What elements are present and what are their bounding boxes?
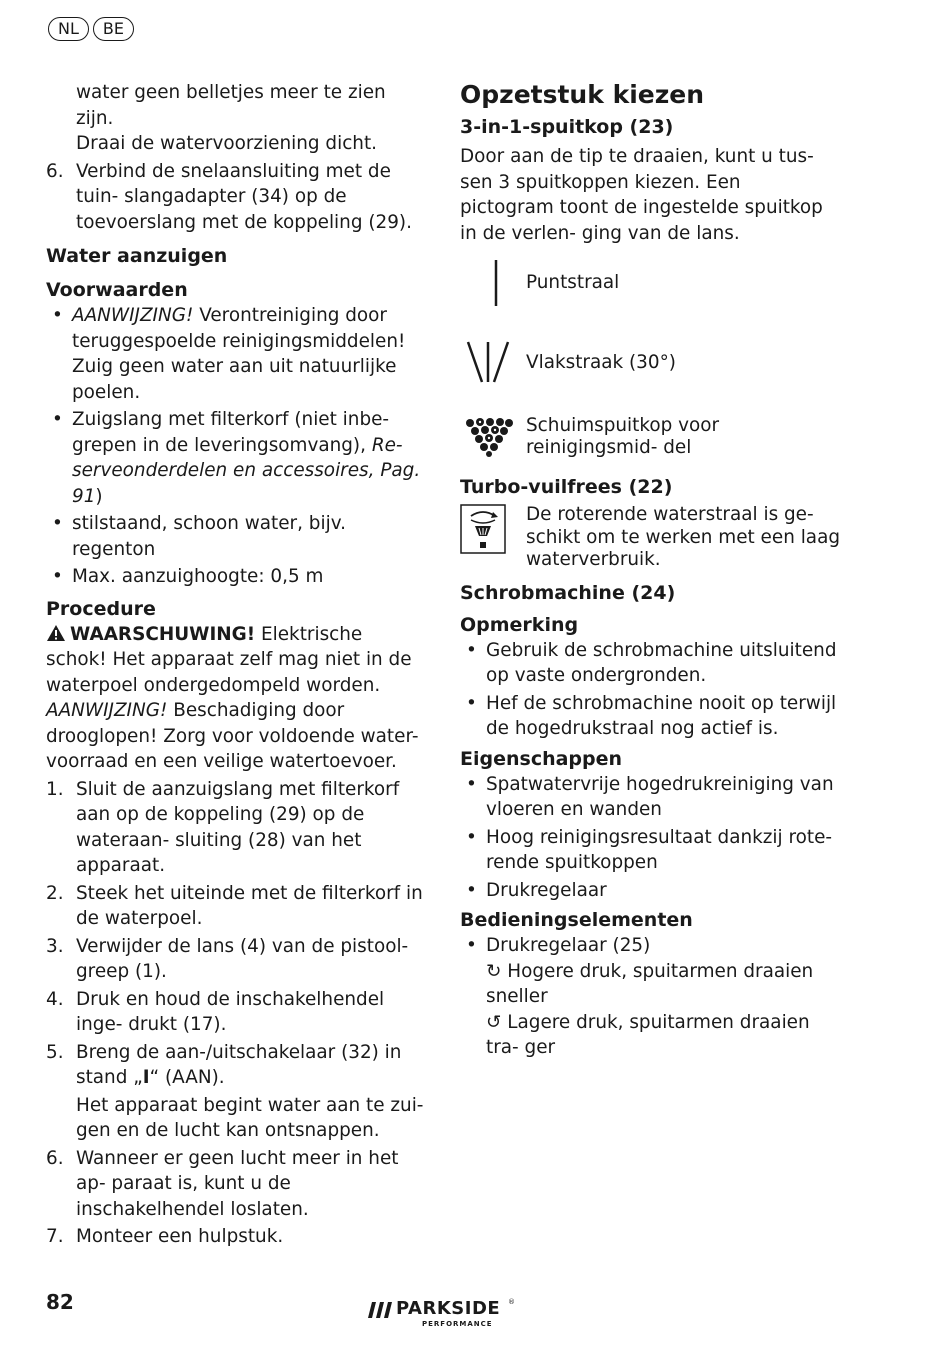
bullet: • <box>52 305 63 326</box>
item-text: Max. aanzuighoogte: 0,5 m <box>72 566 324 587</box>
heading-opmerking: Opmerking <box>460 613 579 636</box>
nozzle-row-flat <box>460 326 840 400</box>
warning-label: WAARSCHUWING! <box>70 623 256 645</box>
step-number: 1. <box>46 778 64 800</box>
opmerking-list <box>460 638 840 742</box>
step-number: 4. <box>46 988 64 1010</box>
list-item-step-4 <box>46 987 424 1038</box>
note-paragraph <box>46 698 424 775</box>
bullet: • <box>466 692 477 714</box>
procedure-steps <box>46 777 424 1250</box>
step-text: Druk en houd de inschakelhendel inge- drukt (17). <box>76 988 385 1035</box>
list-item <box>46 511 424 562</box>
list-item <box>46 564 424 590</box>
list-item-step-5 <box>46 1040 424 1144</box>
counterclockwise-text: Lagere druk, spuitarmen draaien tra- ger <box>486 1011 810 1058</box>
cross-reference: Re- serveonderdelen en accessoires, Pag. 91 <box>72 434 421 507</box>
step-text-end: “ (AAN). <box>149 1067 225 1088</box>
list-item-step-7 <box>46 1224 424 1250</box>
heading-voorwaarden: Voorwaarden <box>46 279 188 301</box>
step-text: Monteer een hulpstuk. <box>76 1226 284 1247</box>
list-item <box>46 407 424 509</box>
list-item <box>460 825 840 876</box>
bullet: • <box>52 409 63 430</box>
item-text: Hoog reinigingsresultaat dankzij rote- rende spuitkoppen <box>486 826 833 873</box>
brand-name: PARKSIDE <box>396 1298 501 1319</box>
eigenschappen-list <box>460 772 840 904</box>
list-item <box>460 638 840 689</box>
nozzle-label: Schuimspuitkop voor reinigingsmid- del <box>526 415 720 458</box>
bullet: • <box>52 513 63 534</box>
page-number: 82 <box>46 1290 74 1314</box>
note-text: Verontreiniging door teruggespoelde reinigingsmiddelen! Zuig geen water aan uit natuurlijke poelen. <box>72 305 406 403</box>
step-number: 7. <box>46 1226 64 1247</box>
bullet: • <box>466 935 477 956</box>
step-number: 6. <box>46 1147 64 1169</box>
item-text: stilstaand, schoon water, bijv. regenton <box>72 513 346 560</box>
heading-procedure: Procedure <box>46 597 156 620</box>
nozzle-row-point <box>460 252 840 314</box>
paragraph-3in1: Door aan de tip te draaien, kunt u tus- sen 3 spuitkoppen kiezen. Een pictogram toont de ingestelde spuitkop in de verlen- ging van de lans. <box>460 146 823 244</box>
flat-jet-icon <box>460 338 518 388</box>
list-item-step-6 <box>46 159 424 236</box>
warning-text: Elektrische schok! Het apparaat zelf mag niet in de waterpoel ondergedompeld worden. <box>46 623 412 696</box>
step-text: Steek het uiteinde met de filterkorf in de waterpoel. <box>76 882 423 929</box>
list-item-step-3 <box>46 934 424 985</box>
bullet: • <box>466 773 477 795</box>
item-text: Spatwatervrije hogedrukreiniging van vloeren en wanden <box>486 773 834 820</box>
clockwise-icon: ↻ <box>486 960 502 982</box>
clockwise-text: Hogere druk, spuitarmen draaien sneller <box>486 960 814 1007</box>
parkside-logo <box>368 1298 518 1334</box>
nozzle-row-foam <box>460 408 840 466</box>
right-column <box>460 80 840 1063</box>
nozzle-label: Vlakstraak (30°) <box>526 352 676 373</box>
list-item <box>460 691 840 742</box>
counterclockwise-line <box>486 1010 840 1061</box>
item-text: Drukregelaar <box>486 879 607 901</box>
note-label: AANWIJZING! <box>72 305 194 326</box>
bullet: • <box>52 566 63 587</box>
step-note: Het apparaat begint water aan te zui- gen en de lucht kan ontsnappen. <box>76 1094 424 1141</box>
list-item <box>460 878 840 904</box>
cont-line-2: Draai de watervoorziening dicht. <box>76 133 378 154</box>
step-number: 3. <box>46 935 64 957</box>
step-number: 2. <box>46 882 64 904</box>
list-item-step-6b <box>46 1146 424 1223</box>
item-text: Hef de schrobmachine nooit op terwijl de hogedrukstraal nog actief is. <box>486 692 837 739</box>
cont-line-1: water geen belletjes meer te zien zijn. <box>76 82 386 129</box>
heading-eigenschappen: Eigenschappen <box>460 747 623 770</box>
turbo-text: De roterende waterstraal is ge- schikt om te werken met een laag waterverbruik. <box>526 504 841 570</box>
continued-text <box>46 80 424 157</box>
note-text: Beschadiging door drooglopen! Zorg voor voldoende water- voorraad en een veilige watertoevoer. <box>46 700 419 772</box>
bullet: • <box>466 826 477 848</box>
list-item <box>460 772 840 823</box>
step-text: Breng de aan-/uitschakelaar (32) in stand „ <box>76 1041 402 1088</box>
foam-nozzle-icon <box>460 417 518 457</box>
step-number: 5. <box>46 1041 64 1063</box>
step-text: Verwijder de lans (4) van de pistool- greep (1). <box>76 935 409 982</box>
bedieningselementen-list <box>460 933 840 1061</box>
counterclockwise-icon: ↺ <box>486 1011 502 1033</box>
point-jet-icon <box>460 258 518 308</box>
heading-water-aanzuigen: Water aanzuigen <box>46 245 228 267</box>
language-badges <box>48 17 134 41</box>
heading-3in1-spuitkop: 3-in-1-spuitkop (23) <box>460 116 674 138</box>
bullet: • <box>466 879 477 901</box>
list-item-step-1 <box>46 777 424 879</box>
language-badge-nl: NL <box>48 17 89 41</box>
nozzle-label: Puntstraal <box>526 272 620 293</box>
item-text: Zuigslang met filterkorf (niet inbe- grepen in de leveringsomvang), <box>72 409 390 456</box>
item-text: Drukregelaar (25) <box>486 935 651 956</box>
item-text: Gebruik de schrobmachine uitsluitend op vaste ondergronden. <box>486 639 837 686</box>
heading-turbo-vuilfrees: Turbo-vuilfrees (22) <box>460 476 673 498</box>
step-number: 6. <box>46 160 64 182</box>
bullet: • <box>466 639 477 661</box>
heading-bedieningselementen: Bedieningselementen <box>460 909 693 931</box>
language-badge-be: BE <box>93 17 134 41</box>
warning-paragraph <box>46 622 424 699</box>
brand-subline: PERFORMANCE <box>422 1320 493 1328</box>
step-text: Wanneer er geen lucht meer in het ap- paraat is, kunt u de inschakelhendel loslaten. <box>76 1147 399 1220</box>
warning-triangle-icon <box>46 624 66 642</box>
rotating-jet-icon <box>460 504 518 554</box>
logo-stripes-icon <box>368 1300 396 1320</box>
turbo-row <box>460 504 840 572</box>
heading-opzetstuk-kiezen: Opzetstuk kiezen <box>460 80 705 109</box>
list-item <box>460 933 840 1061</box>
list-item <box>46 303 424 405</box>
step-text: Verbind de snelaansluiting met de tuin- slangadapter (34) op de toevoerslang met de koppeling (29). <box>76 160 412 233</box>
heading-schrobmachine: Schrobmachine (24) <box>460 581 676 604</box>
note-label: AANWIJZING! <box>46 700 168 721</box>
clockwise-line <box>486 959 840 1010</box>
item-text-end: ) <box>95 485 103 507</box>
step-text: Sluit de aanzuigslang met filterkorf aan op de koppeling (29) op de wateraan- sluiting (28) van het apparaat. <box>76 778 400 876</box>
left-column <box>46 80 424 1252</box>
list-item-step-2 <box>46 881 424 932</box>
brand-registered: ® <box>508 1298 515 1306</box>
switch-symbol: I <box>142 1067 150 1088</box>
voorwaarden-list <box>46 303 424 590</box>
